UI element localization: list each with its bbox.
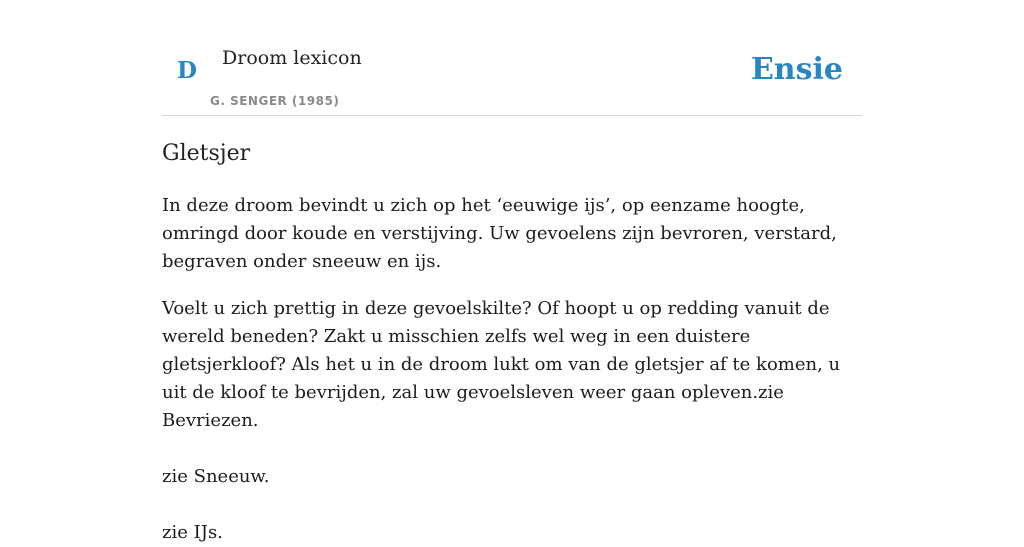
entry-header (162, 0, 862, 116)
cross-reference-sneeuw: zie Sneeuw. (162, 466, 270, 487)
book-author: G. SENGER (1985) (210, 94, 340, 108)
cross-reference-ijs: zie IJs. (162, 522, 223, 543)
book-title[interactable]: Droom lexicon (222, 47, 362, 69)
index-letter[interactable]: D (177, 57, 197, 84)
entry-paragraph: Voelt u zich prettig in deze gevoelskilte? Of hoopt u op redding vanuit de wereld beneden? Zakt u misschien zelfs wel weg in een duistere gletsjerkloof? Als het u in de droom lukt om van de gletsjer af te komen, u uit de kloof te bevrijden, zal uw gevoelsleven weer gaan opleven.zie Bevriezen. (162, 298, 841, 431)
entry-content (162, 136, 862, 547)
entry-paragraph: In deze droom bevindt u zich op het ‘eeuwige ijs’, op eenzame hoogte, omringd door koude en verstijving. Uw gevoelens zijn bevroren, verstard, begraven onder sneeuw en ijs. (162, 195, 837, 272)
ensie-logo-link[interactable]: Ensie (750, 52, 843, 87)
entry-title: Gletsjer (162, 141, 251, 166)
